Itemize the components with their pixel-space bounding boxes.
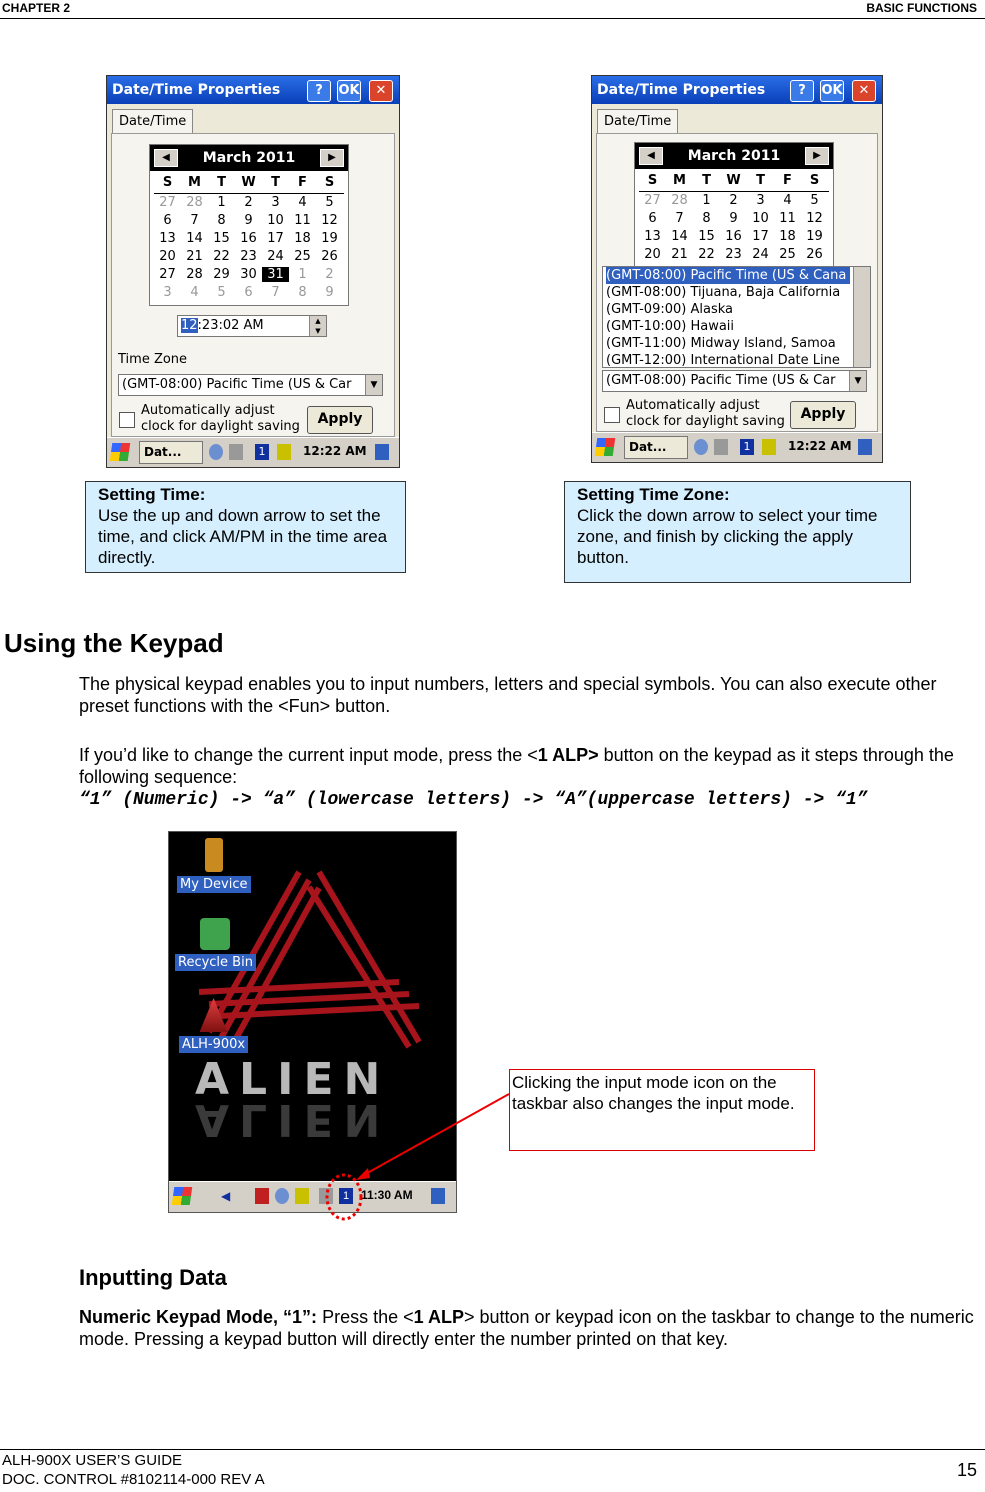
calendar-day[interactable]: 5: [217, 285, 226, 300]
weekday-label: S: [324, 175, 335, 190]
annotation-input-mode: Clicking the input mode icon on the taskbar also changes the input mode.: [509, 1069, 815, 1151]
desktop-icon-label: My Device: [177, 876, 251, 893]
text-bold: 1 ALP>: [537, 745, 599, 765]
calendar-day[interactable]: 27: [644, 193, 661, 208]
next-month-button[interactable]: ▶: [320, 149, 344, 167]
weekday-label: S: [809, 173, 820, 188]
close-button[interactable]: ✕: [369, 80, 393, 102]
alien-brand-reflection: ALIEN: [195, 1094, 391, 1145]
calendar-day[interactable]: 22: [213, 249, 230, 264]
paragraph-numeric-mode: [79, 1306, 984, 1350]
calendar-day[interactable]: 23: [725, 247, 742, 262]
taskbar-clock: 12:22 AM: [788, 439, 852, 453]
calendar-day[interactable]: 13: [159, 231, 176, 246]
timezone-option[interactable]: (GMT-11:00) Midway Island, Samoa: [606, 336, 836, 351]
weekday-label: T: [217, 175, 226, 190]
footer-guide-title: ALH-900X USER’S GUIDE: [2, 1452, 183, 1469]
calendar-day[interactable]: 27: [159, 195, 176, 210]
calendar-day[interactable]: 11: [779, 211, 796, 226]
text-span: Press the <: [317, 1307, 414, 1327]
calendar-day[interactable]: 25: [779, 247, 796, 262]
calendar-day[interactable]: 9: [729, 211, 738, 226]
calendar-day[interactable]: 6: [163, 213, 172, 228]
chapter-label: CHAPTER 2: [2, 1, 71, 15]
help-button[interactable]: ?: [790, 80, 814, 102]
callout-title: Setting Time:: [98, 485, 206, 504]
taskbar-app-button[interactable]: Dat...: [139, 441, 203, 464]
calendar-day[interactable]: 23: [240, 249, 257, 264]
window-title: Date/Time Properties: [107, 76, 399, 104]
weekday-label: F: [783, 173, 792, 188]
text-bold: Numeric Keypad Mode, “1”:: [79, 1307, 318, 1327]
auto-adjust-label: Automatically adjust clock for daylight saving: [141, 403, 300, 434]
tab-datetime[interactable]: Date/Time: [597, 109, 678, 134]
window-title: Date/Time Properties: [592, 76, 882, 104]
subsection-heading: Inputting Data: [79, 1265, 227, 1290]
apply-button[interactable]: Apply: [307, 406, 373, 434]
close-button[interactable]: ✕: [852, 80, 876, 102]
calendar-day[interactable]: 8: [217, 213, 226, 228]
calendar-day[interactable]: 21: [186, 249, 203, 264]
calendar-day[interactable]: 6: [648, 211, 657, 226]
calendar-day[interactable]: 20: [644, 247, 661, 262]
taskbar-clock: 12:22 AM: [303, 444, 367, 458]
calendar-day[interactable]: 19: [321, 231, 338, 246]
chevron-down-icon[interactable]: ▼: [365, 375, 382, 395]
calendar-day[interactable]: 9: [244, 213, 253, 228]
text-bold: 1 ALP: [413, 1307, 464, 1327]
calendar-day[interactable]: 17: [267, 231, 284, 246]
calendar-day[interactable]: 18: [779, 229, 796, 244]
desktop-icon-label: ALH-900x: [179, 1036, 248, 1053]
calendar-day[interactable]: 3: [271, 195, 280, 210]
calendar-day[interactable]: 7: [190, 213, 199, 228]
calendar-day[interactable]: 21: [671, 247, 688, 262]
weekday-label: W: [241, 175, 256, 190]
calendar-day[interactable]: 22: [698, 247, 715, 262]
calendar-day[interactable]: 15: [213, 231, 230, 246]
calendar-day[interactable]: 19: [806, 229, 823, 244]
calendar-day[interactable]: 18: [294, 231, 311, 246]
calendar-day[interactable]: 31: [262, 267, 289, 282]
calendar-day[interactable]: 30: [240, 267, 257, 282]
calendar-day[interactable]: 3: [756, 193, 765, 208]
ok-button[interactable]: OK: [337, 80, 361, 102]
text-span: button on the keypad as it steps through the following sequence:: [79, 745, 954, 787]
calendar-day[interactable]: 6: [244, 285, 253, 300]
weekday-label: M: [673, 173, 686, 188]
text-span: If you’d like to change the current input mode, press the <: [79, 745, 538, 765]
input-mode-sequence: “1” (Numeric) -> “a” (lowercase letters) -> “A”(uppercase letters) -> “1”: [79, 790, 868, 810]
auto-adjust-label: Automatically adjust clock for daylight saving: [626, 398, 785, 429]
calendar-day[interactable]: 17: [752, 229, 769, 244]
annotation-arrow: [362, 1094, 509, 1176]
alien-brand-text: ALIEN: [195, 1054, 391, 1105]
calendar-day[interactable]: 9: [325, 285, 334, 300]
calendar-day[interactable]: 24: [267, 249, 284, 264]
input-mode-icon[interactable]: 1: [255, 444, 269, 460]
weekday-label: T: [271, 175, 280, 190]
calendar-day[interactable]: 14: [671, 229, 688, 244]
calendar-day[interactable]: 4: [190, 285, 199, 300]
calendar-day[interactable]: 3: [163, 285, 172, 300]
calendar-day[interactable]: 20: [159, 249, 176, 264]
timezone-option[interactable]: (GMT-12:00) International Date Line: [606, 353, 840, 368]
time-rest[interactable]: :23:02 AM: [197, 318, 264, 333]
next-month-button[interactable]: ▶: [805, 147, 829, 165]
apply-button[interactable]: Apply: [790, 401, 856, 429]
paragraph-keypad-intro: The physical keypad enables you to input numbers, letters and special symbols. You can also execute other preset functions with the <Fun> button.: [79, 674, 937, 716]
timezone-option[interactable]: (GMT-08:00) Tijuana, Baja California: [606, 285, 841, 300]
calendar-day[interactable]: 28: [186, 267, 203, 282]
callout-body: Use the up and down arrow to set the time, and click AM/PM in the time area directly.: [98, 506, 388, 567]
arrow-head: [356, 1168, 370, 1180]
timezone-option[interactable]: (GMT-09:00) Alaska: [606, 302, 733, 317]
callout-body: Click the down arrow to select your time zone, and finish by clicking the apply button.: [577, 506, 878, 567]
calendar-day[interactable]: 5: [325, 195, 334, 210]
weekday-label: W: [726, 173, 741, 188]
calendar-month: March 2011: [150, 145, 348, 171]
footer-doc-control: DOC. CONTROL #8102114-000 REV A: [2, 1471, 265, 1488]
prev-month-button[interactable]: ◀: [154, 149, 178, 167]
taskbar-clock: 11:30 AM: [361, 1188, 413, 1202]
calendar-day[interactable]: 5: [810, 193, 819, 208]
weekday-label: M: [188, 175, 201, 190]
calendar-day[interactable]: 10: [267, 213, 284, 228]
calendar-day[interactable]: 14: [186, 231, 203, 246]
calendar-day[interactable]: 29: [213, 267, 230, 282]
taskbar-app-button[interactable]: Dat...: [624, 436, 688, 459]
calendar-day[interactable]: 28: [186, 195, 203, 210]
calendar-day[interactable]: 24: [752, 247, 769, 262]
timezone-option[interactable]: (GMT-10:00) Hawaii: [606, 319, 735, 334]
time-spinner[interactable]: ▲ ▼: [309, 316, 326, 336]
tab-datetime[interactable]: Date/Time: [112, 109, 193, 134]
arrow-left-icon[interactable]: ◀: [221, 1189, 231, 1203]
calendar-day[interactable]: 10: [752, 211, 769, 226]
chevron-down-icon[interactable]: ▼: [849, 371, 866, 391]
calendar-day[interactable]: 8: [702, 211, 711, 226]
calendar-day[interactable]: 7: [271, 285, 280, 300]
timezone-option[interactable]: (GMT-08:00) Pacific Time (US & Cana: [606, 267, 850, 284]
footer-rule: [0, 1449, 985, 1450]
weekday-label: S: [647, 173, 658, 188]
weekday-label: T: [702, 173, 711, 188]
calendar-day[interactable]: 4: [783, 193, 792, 208]
calendar-day[interactable]: 16: [725, 229, 742, 244]
desktop-icon-label: Recycle Bin: [175, 954, 256, 971]
calendar-day[interactable]: 28: [671, 193, 688, 208]
weekday-label: F: [298, 175, 307, 190]
calendar-day[interactable]: 16: [240, 231, 257, 246]
calendar-day[interactable]: 25: [294, 249, 311, 264]
calendar-day[interactable]: 2: [729, 193, 738, 208]
calendar-day[interactable]: 12: [321, 213, 338, 228]
time-hour[interactable]: 12: [181, 318, 198, 333]
highlight-circle: [327, 1175, 361, 1219]
help-button[interactable]: ?: [307, 80, 331, 102]
text-span: > button or keypad icon on the taskbar to change to the numeric mode. Pressing a keypad button will directly enter the number printed on that key.: [79, 1307, 974, 1349]
calendar-day[interactable]: 27: [159, 267, 176, 282]
ok-button[interactable]: OK: [820, 80, 844, 102]
prev-month-button[interactable]: ◀: [639, 147, 663, 165]
calendar-day[interactable]: 15: [698, 229, 715, 244]
weekday-label: S: [162, 175, 173, 190]
input-mode-icon[interactable]: 1: [339, 1188, 353, 1204]
calendar-day[interactable]: 8: [298, 285, 307, 300]
calendar-day[interactable]: 1: [298, 267, 307, 282]
calendar-day[interactable]: 2: [325, 267, 334, 282]
timezone-label: Time Zone: [118, 352, 188, 367]
calendar-day[interactable]: 26: [321, 249, 338, 264]
timezone-value: (GMT-08:00) Pacific Time (US & Car: [122, 377, 352, 392]
timezone-value: (GMT-08:00) Pacific Time (US & Car: [606, 373, 836, 388]
calendar-day[interactable]: 13: [644, 229, 661, 244]
input-mode-icon[interactable]: 1: [740, 439, 754, 455]
section-heading: Using the Keypad: [4, 628, 224, 658]
calendar-day[interactable]: 1: [217, 195, 226, 210]
section-label: BASIC FUNCTIONS: [866, 1, 977, 15]
calendar-day[interactable]: 11: [294, 213, 311, 228]
calendar-day[interactable]: 4: [298, 195, 307, 210]
calendar-day[interactable]: 26: [806, 247, 823, 262]
calendar-day[interactable]: 2: [244, 195, 253, 210]
weekday-label: T: [756, 173, 765, 188]
callout-title: Setting Time Zone:: [577, 485, 730, 504]
calendar-day[interactable]: 12: [806, 211, 823, 226]
page-number: 15: [956, 1460, 977, 1480]
calendar-day[interactable]: 1: [702, 193, 711, 208]
calendar-month: March 2011: [635, 143, 833, 169]
calendar-day[interactable]: 7: [675, 211, 684, 226]
